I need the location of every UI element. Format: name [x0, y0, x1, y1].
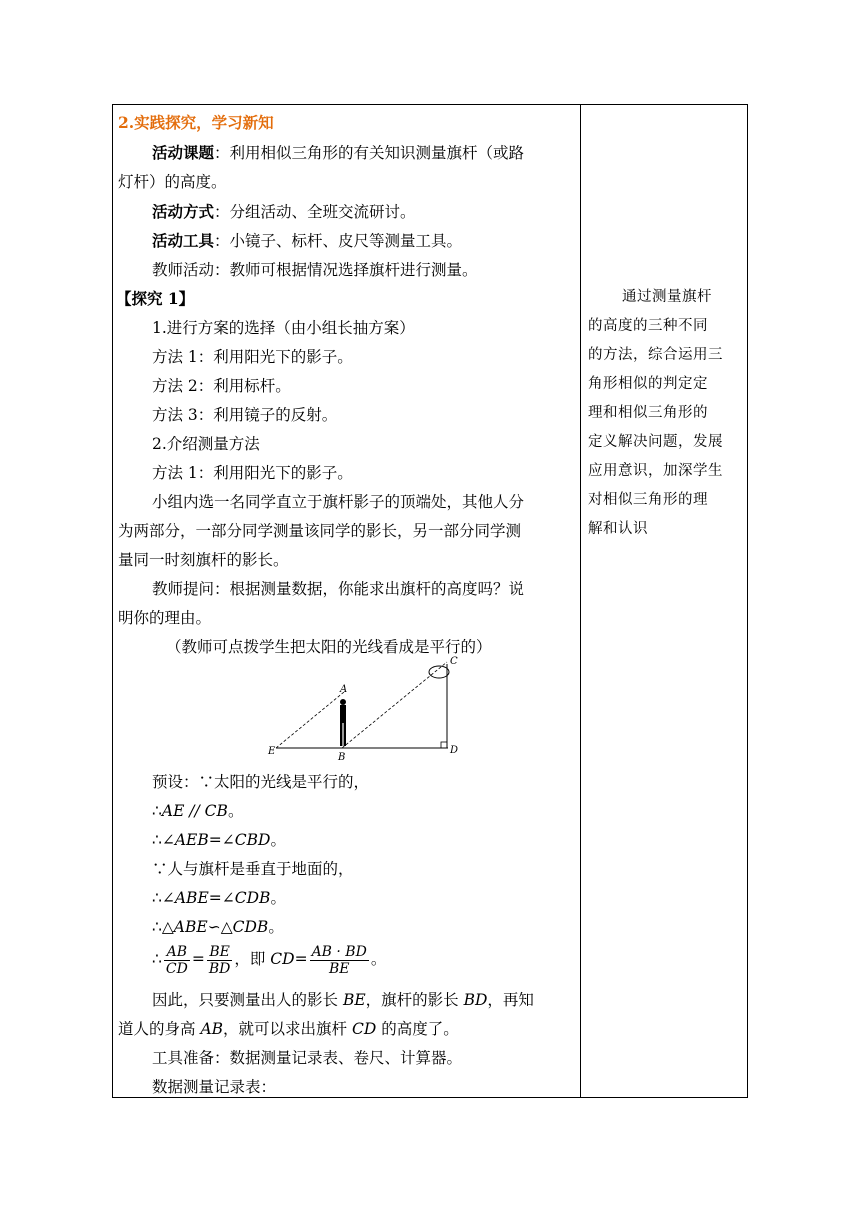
be-symbol: BE: [342, 991, 366, 1009]
column-divider: [580, 104, 581, 1098]
proof-line3: [152, 830, 286, 850]
teacher-activity: 教师活动：教师可根据情况选择旗杆进行测量。: [152, 261, 478, 279]
angle-cbd: CBD: [234, 831, 271, 849]
conclusion-text: 的高度了。: [376, 1020, 459, 1038]
flag-icon: [429, 666, 449, 678]
label-d: D: [450, 745, 459, 756]
fraction-ab-cd: [164, 944, 190, 977]
step-2: 2.介绍测量方法: [152, 435, 260, 453]
para1-line3: 量同一时刻旗杆的影长。: [118, 551, 289, 569]
proof-line4: ∵人与旗杆是垂直于地面的，: [152, 860, 354, 878]
equals-sign: =: [191, 950, 205, 968]
activity-topic-line1: [152, 143, 524, 163]
triangle-cdb: CDB: [232, 918, 269, 936]
question-line2: 明你的理由。: [118, 609, 212, 627]
fraction-denominator: BE: [328, 960, 350, 977]
therefore-angle: ∴∠: [152, 831, 175, 849]
ab-symbol: AB: [200, 1020, 224, 1038]
label-e: E: [268, 746, 276, 757]
conclusion-text: ，就可以求出旗杆: [223, 1020, 352, 1038]
explore-1-heading: 【探究 1】: [116, 289, 195, 308]
shadow-diagram: [262, 650, 472, 762]
bd-symbol: BD: [463, 991, 488, 1009]
para1-line2: 为两部分，一部分同学测量该同学的影长，另一部分同学测: [118, 522, 522, 540]
therefore-angle: ∴∠: [152, 889, 175, 907]
conclusion-line1: [152, 990, 534, 1010]
equals-angle: =∠: [208, 831, 235, 849]
equals-sign: =: [294, 950, 308, 968]
person-icon: [340, 699, 346, 746]
para1-line1: 小组内选一名同学直立于旗杆影子的顶端处，其他人分: [152, 493, 525, 511]
triangle-abe: ABE: [173, 918, 208, 936]
label-c: C: [450, 656, 458, 667]
activity-topic-label: 活动课题: [152, 143, 215, 162]
period: 。: [227, 802, 244, 820]
equals-angle: =∠: [208, 889, 235, 907]
fraction-numerator: BE: [207, 944, 233, 961]
proof-line2: [152, 801, 243, 821]
proof-line7: [152, 940, 386, 978]
conclusion-text: ，旗杆的影长: [365, 991, 464, 1009]
therefore-symbol: ∴: [152, 950, 162, 968]
step-1: 1.进行方案的选择（由小组长抽方案）: [152, 319, 415, 337]
conclusion-text: 因此，只要测量出人的影长: [152, 991, 343, 1009]
right-angle-mark: [441, 742, 447, 748]
method-2: 方法 2：利用标杆。: [152, 377, 291, 395]
conclusion-text: ，再知: [487, 991, 534, 1009]
side-note-line: 解和认识: [588, 521, 648, 537]
cd-symbol: CD: [270, 950, 295, 968]
angle-aeb: AEB: [174, 831, 209, 849]
conclusion-text: 道人的身高: [118, 1020, 201, 1038]
therefore-triangle: ∴△: [152, 918, 174, 936]
period: 。: [270, 889, 286, 907]
similar-triangle: ∽△: [207, 918, 233, 936]
tools-prep: 工具准备：数据测量记录表、卷尺、计算器。: [152, 1049, 463, 1067]
section-heading: 2.实践探究，学习新知: [118, 113, 274, 132]
question-line1: 教师提问：根据测量数据，你能求出旗杆的高度吗？说: [152, 580, 525, 598]
fraction-denominator: CD: [165, 960, 188, 977]
fraction-be-bd: [207, 944, 233, 977]
side-note-line: 对相似三角形的理: [588, 492, 708, 508]
fraction-ab-bd-be: [310, 944, 369, 977]
fraction-denominator: BD: [208, 960, 231, 977]
fraction-numerator: AB · BD: [311, 943, 367, 960]
activity-tools: [152, 231, 462, 251]
method-1-again: 方法 1：利用阳光下的影子。: [152, 464, 353, 482]
side-note-line: 角形相似的判定定: [588, 376, 708, 392]
side-note-line: 通过测量旗杆: [622, 289, 712, 305]
namely-text: ，即: [234, 950, 271, 968]
activity-tools-label: 活动工具: [152, 231, 215, 250]
proof-line6: [152, 917, 284, 937]
cd-symbol: CD: [351, 1020, 377, 1038]
proof-line5: [152, 888, 286, 908]
parallel-statement: AE // CB: [161, 802, 228, 820]
period: 。: [370, 950, 387, 968]
activity-method: [152, 202, 416, 222]
method-1: 方法 1：利用阳光下的影子。: [152, 348, 353, 366]
period: 。: [270, 831, 286, 849]
side-note-line: 的高度的三种不同: [588, 318, 708, 334]
angle-cdb: CDB: [234, 889, 271, 907]
label-b: B: [338, 752, 346, 762]
side-note-line: 定义解决问题，发展: [588, 434, 723, 450]
fraction-numerator: AB: [164, 944, 190, 961]
angle-abe: ABE: [174, 889, 209, 907]
label-a: A: [340, 684, 348, 695]
conclusion-line2: [118, 1019, 459, 1039]
therefore-symbol: ∴: [152, 802, 162, 820]
activity-tools-text: ：小镜子、标杆、皮尺等测量工具。: [214, 232, 463, 250]
activity-method-label: 活动方式: [152, 202, 215, 221]
activity-method-text: ：分组活动、全班交流研讨。: [214, 203, 416, 221]
activity-topic-text: ：利用相似三角形的有关知识测量旗杆（或路: [214, 144, 525, 162]
side-note-line: 的方法，综合运用三: [588, 347, 723, 363]
period: 。: [268, 918, 284, 936]
sun-ray-ae: [276, 692, 344, 748]
activity-topic-line2: 灯杆）的高度。: [118, 173, 227, 191]
proof-line1: 预设：∵太阳的光线是平行的，: [152, 773, 370, 791]
hint: （教师可点拨学生把太阳的光线看成是平行的）: [166, 638, 492, 656]
sun-ray-bc: [342, 662, 447, 748]
side-note-line: 应用意识，加深学生: [588, 463, 723, 479]
method-3: 方法 3：利用镜子的反射。: [152, 406, 338, 424]
side-note-line: 理和相似三角形的: [588, 405, 708, 421]
record-table-label: 数据测量记录表：: [152, 1078, 277, 1096]
